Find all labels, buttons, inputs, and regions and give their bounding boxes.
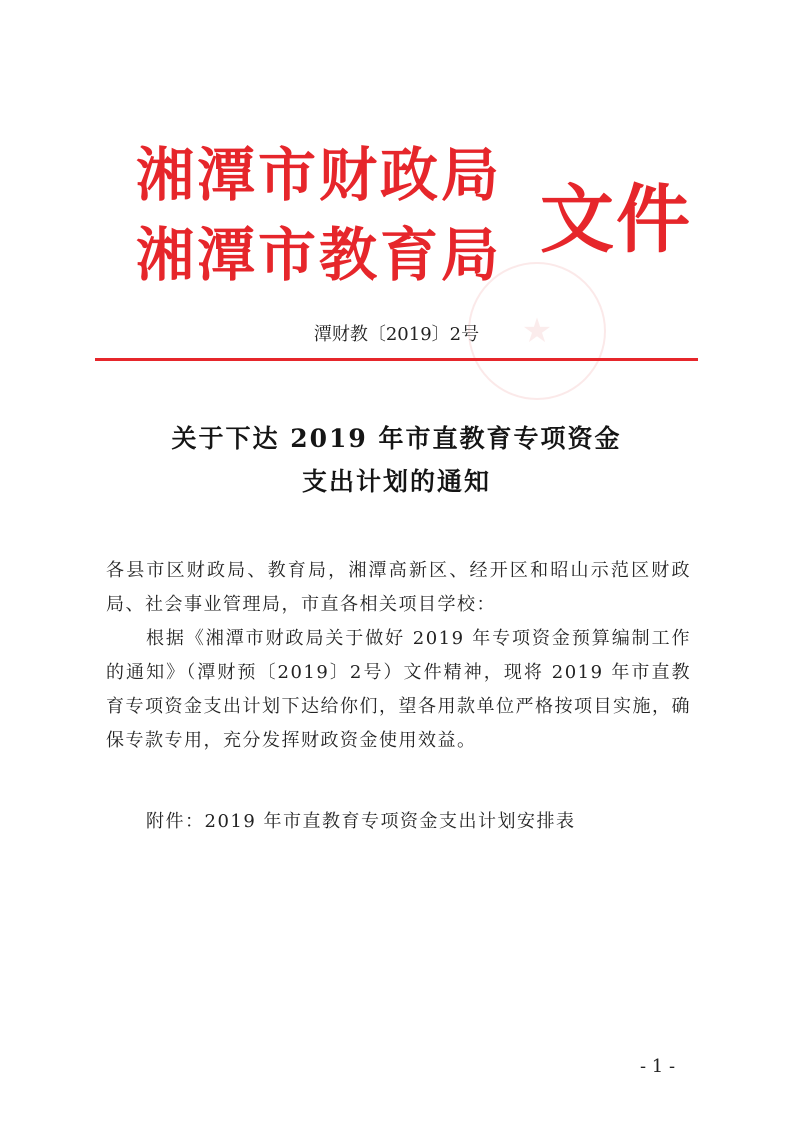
document-number: 潭财教〔2019〕2号 bbox=[313, 324, 480, 345]
attachment-line: 附件：2019 年市直教育专项资金支出计划安排表 bbox=[146, 811, 576, 832]
notice-title-line-1: 关于下达 2019 年市直教育专项资金 bbox=[171, 424, 622, 453]
main-paragraph: 根据《湘潭市财政局关于做好 2019 年专项资金预算编制工作的通知》（潭财预〔2019〕2号）文件精神，现将 2019 年市直教育专项资金支出计划下达给你们，望各用款单位严格按项目实施，确保专款专用，充分发挥财政资金使用效益。 bbox=[106, 628, 691, 751]
page-number: - 1 - bbox=[640, 1056, 676, 1077]
issuer-education-bureau: 湘潭市教育局 bbox=[136, 221, 503, 289]
notice-title-line-2: 支出计划的通知 bbox=[301, 467, 491, 496]
document-word: 文件 bbox=[540, 177, 692, 263]
header-divider bbox=[95, 358, 698, 361]
issuer-finance-bureau: 湘潭市财政局 bbox=[136, 141, 503, 209]
seal-star-icon: ★ bbox=[521, 311, 553, 351]
recipients-paragraph: 各县市区财政局、教育局，湘潭高新区、经开区和昭山示范区财政局、社会事业管理局，市直各相关项目学校： bbox=[106, 560, 691, 615]
